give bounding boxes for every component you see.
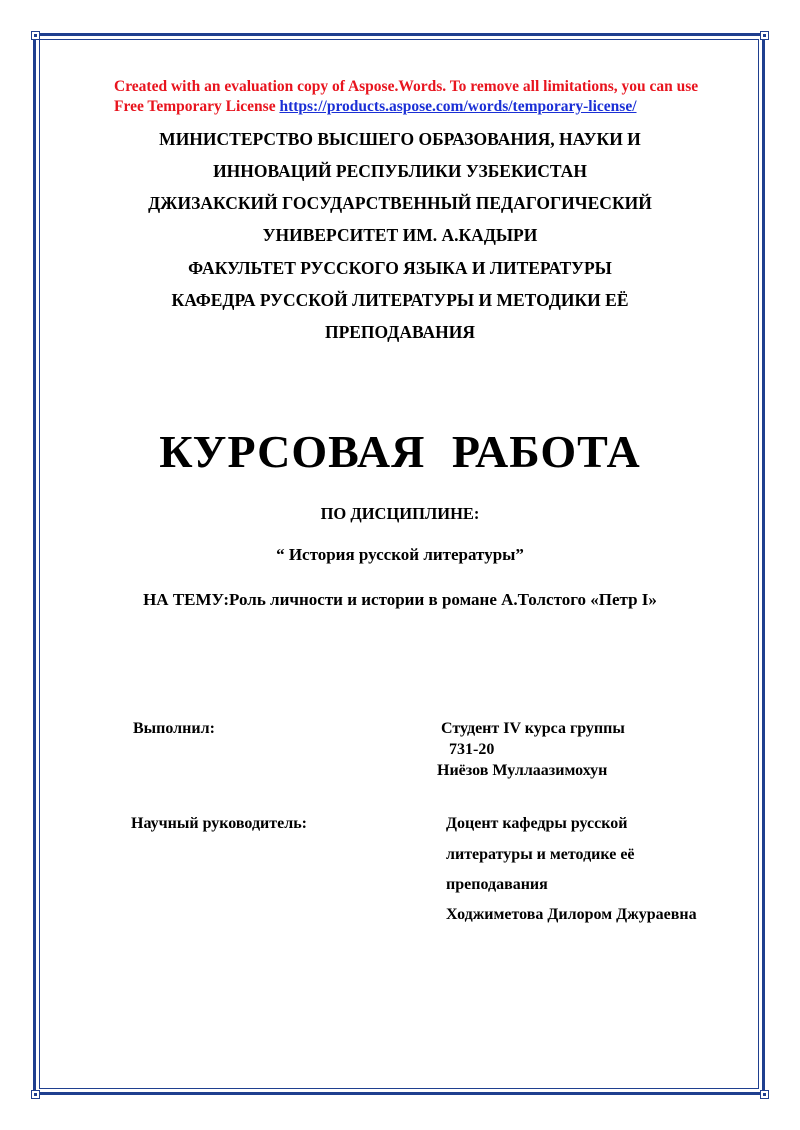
ministry-line-1: МИНИСТЕРСТВО ВЫСШЕГО ОБРАЗОВАНИЯ, НАУКИ И <box>159 129 641 149</box>
border-corner-ornament <box>760 1090 769 1099</box>
license-label: Free Temporary License <box>114 98 280 115</box>
supervisor-position-1: Доцент кафедры русской <box>446 815 628 832</box>
department-line-2: ПРЕПОДАВАНИЯ <box>324 322 476 342</box>
border-corner-ornament <box>31 1090 40 1099</box>
supervisor-position-3: преподавания <box>446 876 548 893</box>
border-corner-ornament <box>760 31 769 40</box>
university-line-1: ДЖИЗАКСКИЙ ГОСУДАРСТВЕННЫЙ ПЕДАГОГИЧЕСКИЙ <box>148 193 652 213</box>
discipline-label: ПО ДИСЦИПЛИНЕ: <box>320 504 480 523</box>
performed-label: Выполнил: <box>133 720 215 737</box>
student-name: Ниёзов Муллаазимохун <box>437 762 608 779</box>
license-link[interactable]: https://products.aspose.com/words/temporary-license/ <box>279 98 637 115</box>
supervisor-name: Ходжиметова Дилором Джураевна <box>446 906 697 923</box>
topic-line: НА ТЕМУ:Роль личности и истории в романе А.Толстого «Петр I» <box>143 590 657 609</box>
border-corner-ornament <box>31 31 40 40</box>
discipline-name: “ История русской литературы” <box>276 545 524 564</box>
evaluation-notice <box>114 77 754 117</box>
evaluation-notice-line1: Created with an evaluation copy of Aspose.Words. To remove all limitations, you can use <box>114 78 699 95</box>
ministry-line-2: ИННОВАЦИЙ РЕСПУБЛИКИ УЗБЕКИСТАН <box>213 161 587 181</box>
university-line-2: УНИВЕРСИТЕТ ИМ. А.КАДЫРИ <box>262 225 538 245</box>
document-title: КУРСОВАЯ РАБОТА <box>159 426 641 477</box>
supervisor-position-2: литературы и методике её <box>446 846 635 863</box>
department-line-1: КАФЕДРА РУССКОЙ ЛИТЕРАТУРЫ И МЕТОДИКИ ЕЁ <box>171 290 629 310</box>
student-group: 731-20 <box>449 741 495 758</box>
faculty-line: ФАКУЛЬТЕТ РУССКОГО ЯЗЫКА И ЛИТЕРАТУРЫ <box>188 258 612 278</box>
student-course: Студент IV курса группы <box>441 720 625 737</box>
supervisor-label: Научный руководитель: <box>131 815 307 832</box>
evaluation-notice-line2 <box>114 97 754 117</box>
